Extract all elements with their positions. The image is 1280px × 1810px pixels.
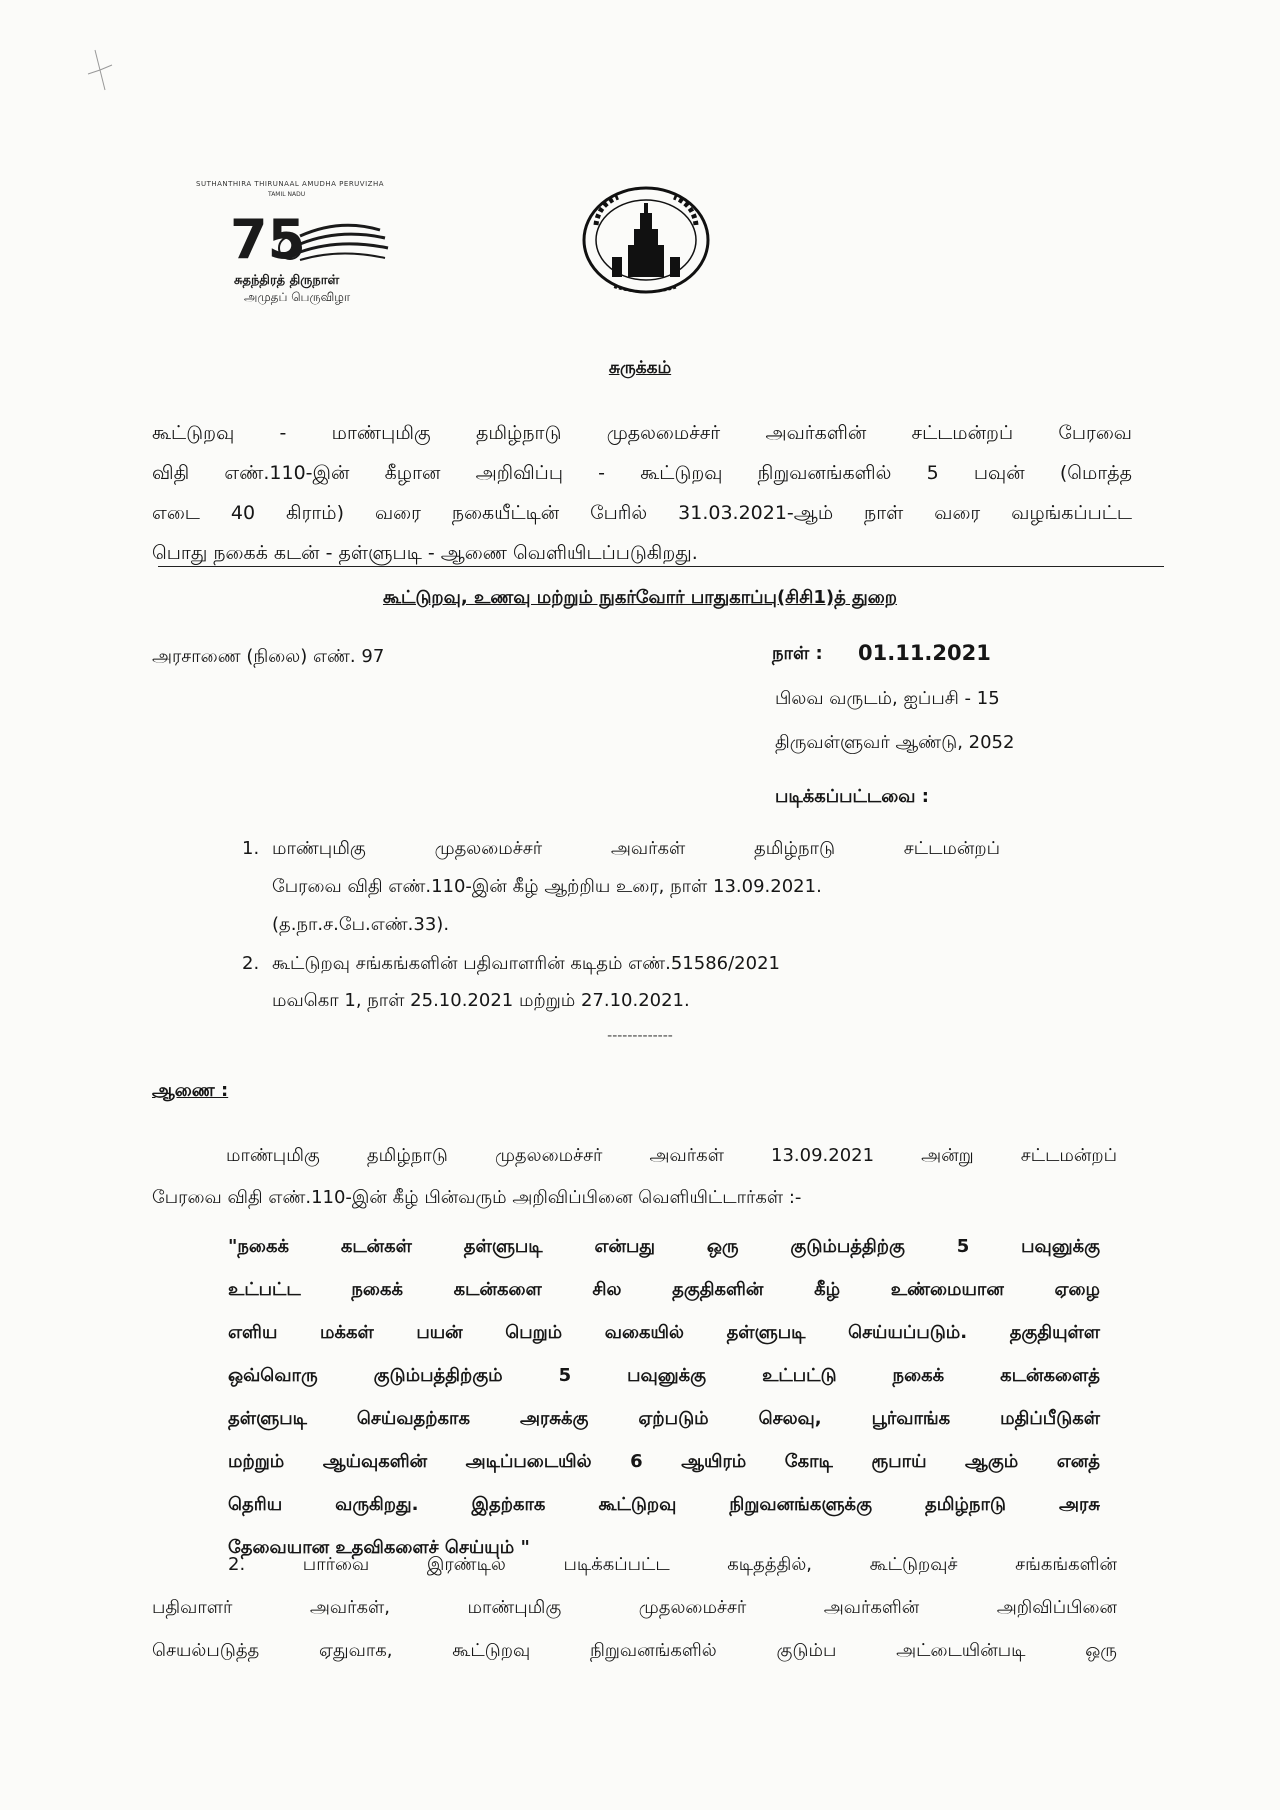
reference-line: மாண்புமிகு முதலமைச்சர் அவர்கள் தமிழ்நாடு சட்டமன்றப் bbox=[272, 838, 1000, 859]
cm-announcement-quote bbox=[228, 1225, 1100, 1569]
quote-line: உட்பட்ட நகைக் கடன்களை சில தகுதிகளின் கீழ் உண்மையான ஏழை bbox=[228, 1279, 1100, 1300]
tamil-nadu-emblem bbox=[578, 185, 714, 300]
thiruvalluvar-year: திருவள்ளுவர் ஆண்டு, 2052 bbox=[775, 732, 1015, 753]
paragraph-line: பேரவை விதி எண்.110-இன் கீழ் பின்வரும் அறிவிப்பினை வெளியிட்டார்கள் :- bbox=[152, 1187, 802, 1208]
date-value: 01.11.2021 bbox=[858, 641, 991, 665]
summary-line: எடை 40 கிராம்) வரை நகையீட்டின் பேரில் 31.03.2021-ஆம் நாள் வரை வழங்கப்பட்ட bbox=[152, 502, 1132, 524]
order-paragraph-1 bbox=[152, 1135, 1117, 1219]
reference-line: மவகொ 1, நாள் 25.10.2021 மற்றும் 27.10.2021. bbox=[272, 990, 690, 1011]
scan-artifact-mark bbox=[60, 40, 140, 110]
logo-caption-1: சுதந்திரத் திருநாள் bbox=[234, 273, 340, 288]
paragraph-line: செயல்படுத்த ஏதுவாக, கூட்டுறவு நிறுவனங்களில் குடும்ப அட்டையின்படி ஒரு bbox=[152, 1640, 1117, 1661]
references-heading: படிக்கப்பட்டவை : bbox=[775, 786, 929, 807]
department-title: கூட்டுறவு, உணவு மற்றும் நுகர்வோர் பாதுகாப்பு(சிசி1)த் துறை bbox=[382, 587, 898, 608]
horizontal-rule bbox=[158, 566, 1164, 567]
paragraph-line: 2. பார்வை இரண்டில் படிக்கப்பட்ட கடிதத்தில், கூட்டுறவுச் சங்கங்களின் bbox=[228, 1554, 1117, 1575]
reference-line: கூட்டுறவு சங்கங்களின் பதிவாளரின் கடிதம் எண்.51586/2021 bbox=[272, 953, 780, 974]
quote-line: தள்ளுபடி செய்வதற்காக அரசுக்கு ஏற்படும் செலவு, பூர்வாங்க மதிப்பீடுகள் bbox=[228, 1408, 1100, 1429]
quote-line: தெரிய வருகிறது. இதற்காக கூட்டுறவு நிறுவனங்களுக்கு தமிழ்நாடு அரசு bbox=[228, 1494, 1100, 1515]
logo-caption-2: அமுதப் பெருவிழா bbox=[244, 290, 351, 304]
order-heading: ஆணை : bbox=[152, 1080, 229, 1101]
paragraph-line: பதிவாளர் அவர்கள், மாண்புமிகு முதலமைச்சர் அவர்களின் அறிவிப்பினை bbox=[152, 1597, 1117, 1618]
quote-line: ஒவ்வொரு குடும்பத்திற்கும் 5 பவுனுக்கு உட்பட்டு நகைக் கடன்களைத் bbox=[228, 1365, 1100, 1386]
reference-line: பேரவை விதி எண்.110-இன் கீழ் ஆற்றிய உரை, நாள் 13.09.2021. bbox=[272, 876, 822, 897]
reference-line: (த.நா.ச.பே.எண்.33). bbox=[272, 914, 450, 935]
azadi-75-logo bbox=[190, 180, 430, 310]
quote-line: "நகைக் கடன்கள் தள்ளுபடி என்பது ஒரு குடும்பத்திற்கு 5 பவுனுக்கு bbox=[228, 1236, 1100, 1257]
logo-tagline: SUTHANTHIRA THIRUNAAL AMUDHA PERUVIZHA bbox=[196, 180, 385, 188]
summary-line: பொது நகைக் கடன் - தள்ளுபடி - ஆணை வெளியிடப்படுகிறது. bbox=[152, 542, 698, 564]
quote-line: தேவையான உதவிகளைச் செய்யும் " bbox=[228, 1537, 530, 1558]
quote-line: எளிய மக்கள் பயன் பெறும் வகையில் தள்ளுபடி செய்யப்படும். தகுதியுள்ள bbox=[228, 1322, 1100, 1343]
azadi-75-graphic bbox=[230, 208, 430, 308]
reference-number: 2. bbox=[242, 953, 260, 974]
summary-line: விதி எண்.110-இன் கீழான அறிவிப்பு - கூட்டுறவு நிறுவனங்களில் 5 பவுன் (மொத்த bbox=[152, 462, 1132, 484]
summary-line: கூட்டுறவு - மாண்புமிகு தமிழ்நாடு முதலமைச்சர் அவர்களின் சட்டமன்றப் பேரவை bbox=[152, 422, 1132, 444]
logo-number: 75 bbox=[230, 208, 306, 271]
section-separator: ------------- bbox=[607, 1028, 673, 1044]
quote-line: மற்றும் ஆய்வுகளின் அடிப்படையில் 6 ஆயிரம் கோடி ரூபாய் ஆகும் எனத் bbox=[228, 1451, 1100, 1472]
date-label: நாள் : bbox=[772, 643, 823, 664]
order-paragraph-2 bbox=[152, 1543, 1117, 1672]
paragraph-line: மாண்புமிகு தமிழ்நாடு முதலமைச்சர் அவர்கள் 13.09.2021 அன்று சட்டமன்றப் bbox=[226, 1145, 1117, 1166]
logo-tagline-state: TAMIL NADU bbox=[268, 191, 306, 198]
summary-title: சுருக்கம் bbox=[608, 358, 672, 378]
go-number: அரசாணை (நிலை) எண். 97 bbox=[152, 646, 385, 667]
summary-text bbox=[152, 413, 1132, 573]
reference-number: 1. bbox=[242, 838, 260, 859]
tamil-calendar-date: பிலவ வருடம், ஐப்பசி - 15 bbox=[775, 688, 1000, 709]
